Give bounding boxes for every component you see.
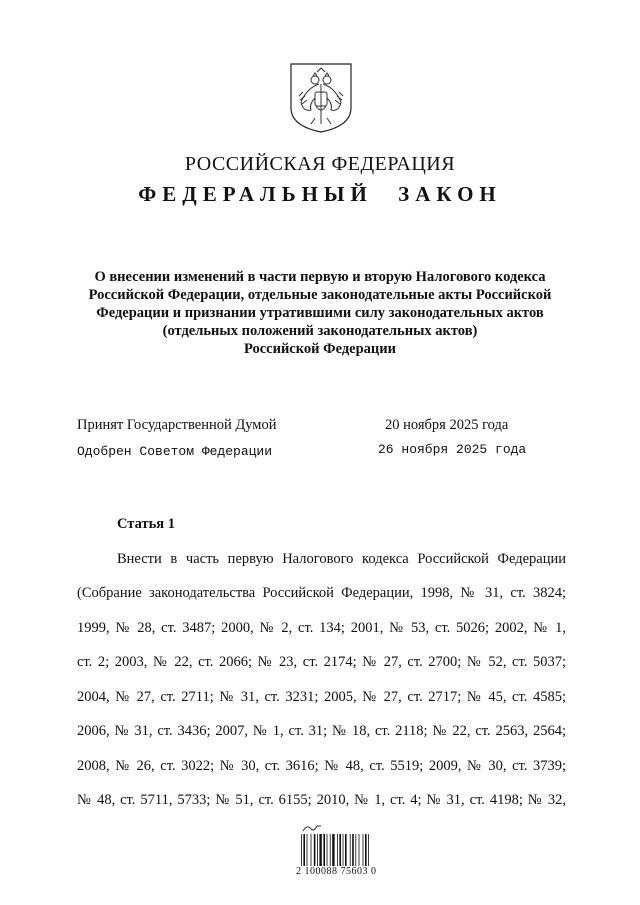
adopted-date: 20 ноября 2025 года bbox=[385, 417, 509, 433]
article-text-line: Внести в часть первую Налогового кодекса Российской Федерации bbox=[117, 551, 566, 567]
approved-label: Одобрен Советом Федерации bbox=[77, 444, 273, 459]
adopted-label: Принят Государственной Думой bbox=[77, 417, 277, 433]
article-text-line: ст. 2; 2003, № 22, ст. 2066; № 23, ст. 2174; № 27, ст. 2700; № 52, ст. 5037; bbox=[77, 654, 566, 670]
article-heading: Статья 1 bbox=[117, 516, 175, 532]
country-name: РОССИЙСКАЯ ФЕДЕРАЦИЯ bbox=[184, 153, 456, 175]
law-title bbox=[60, 268, 580, 358]
coat-of-arms-icon bbox=[289, 62, 353, 134]
article-text-line: 2004, № 27, ст. 2711; № 31, ст. 3231; 2005, № 27, ст. 2717; № 45, ст. 4585; bbox=[77, 689, 566, 705]
article-text-line: 2008, № 26, ст. 3022; № 30, ст. 3616; № 48, ст. 5519; 2009, № 30, ст. 3739; bbox=[77, 758, 566, 774]
approved-date: 26 ноября 2025 года bbox=[378, 442, 527, 457]
barcode-icon bbox=[300, 834, 376, 866]
law-title-line: (отдельных положений законодательных актов) bbox=[162, 323, 478, 339]
law-title-line: О внесении изменений в части первую и вторую Налогового кодекса bbox=[94, 269, 546, 285]
law-type-heading: ФЕДЕРАЛЬНЫЙ ЗАКОН bbox=[138, 182, 502, 206]
article-text-line: 1999, № 28, ст. 3487; 2000, № 2, ст. 134; 2001, № 53, ст. 5026; 2002, № 1, bbox=[77, 620, 566, 636]
law-title-line: Российской Федерации bbox=[243, 341, 396, 357]
barcode-number: 2 100088 75603 0 bbox=[296, 866, 377, 877]
article-text-line: № 48, ст. 5711, 5733; № 51, ст. 6155; 2010, № 1, ст. 4; № 31, ст. 4198; № 32, bbox=[77, 792, 566, 808]
article-text-line: 2006, № 31, ст. 3436; 2007, № 1, ст. 31; № 18, ст. 2118; № 22, ст. 2563, 2564; bbox=[77, 723, 566, 739]
registry-mark-icon bbox=[302, 823, 322, 833]
law-title-line: Российской Федерации, отдельные законодательные акты Российской bbox=[88, 287, 552, 303]
law-title-line: Федерации и признании утратившими силу законодательных актов bbox=[96, 305, 544, 321]
article-text-line: (Собрание законодательства Российской Федерации, 1998, № 31, ст. 3824; bbox=[77, 585, 566, 601]
